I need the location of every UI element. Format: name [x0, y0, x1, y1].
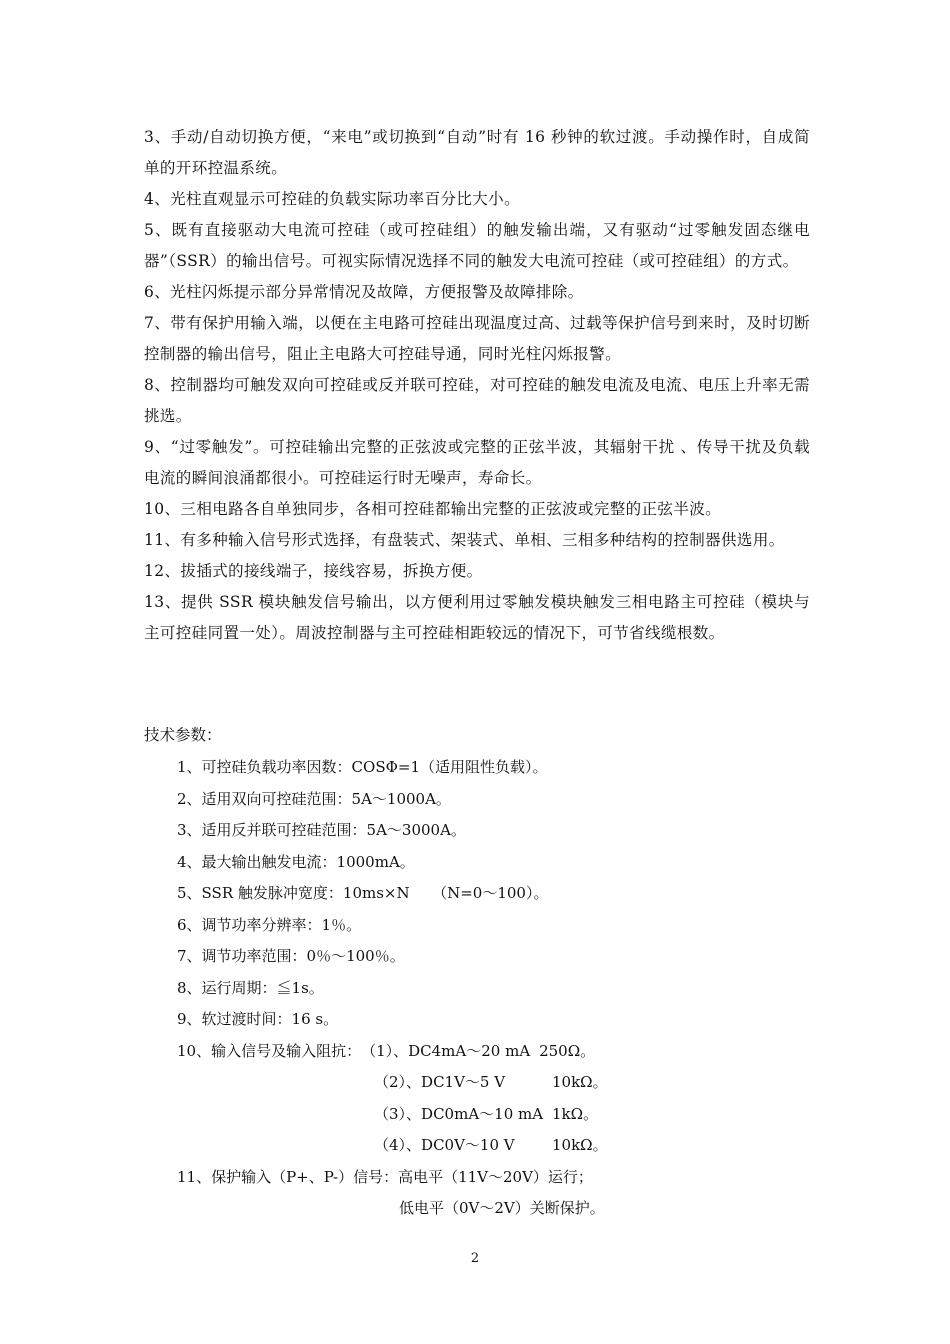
input-signal-row-3 [177, 1099, 817, 1131]
feature-item-11: 11、有多种输入信号形式选择，有盘装式、架装式、单相、三相多种结构的控制器供选用。 [144, 531, 785, 549]
param-power-factor: 1、可控硅负载功率因数：COSΦ=1（适用阻性负载）。 [177, 758, 548, 776]
param-ssr-pulse-width: 5、SSR 触发脉冲宽度：10ms×N （N=0～100）。 [177, 884, 549, 902]
feature-item-10: 10、三相电路各自单独同步，各相可控硅都输出完整的正弦波或完整的正弦半波。 [144, 500, 722, 518]
param-antiparallel-range: 3、适用反并联可控硅范围：5A～3000A。 [177, 821, 466, 839]
input-signal-3: （3）、DC0mA～10 mA [374, 1104, 544, 1123]
param-input-signal [177, 1036, 817, 1068]
param-max-trigger-current: 4、最大输出触发电流：1000mA。 [177, 852, 415, 871]
feature-item-5: 5、既有直接驱动大电流可控硅（或可控硅组）的触发输出端，又有驱动“过零触发固态继电器”（SSR）的输出信号。可视实际情况选择不同的触发大电流可控硅（或可控硅组）的方式。 [144, 221, 810, 270]
param-power-range: 7、调节功率范围：0％～100％。 [177, 947, 405, 965]
feature-item-3: 3、手动/自动切换方便，“来电”或切换到“自动”时有 16 秒钟的软过渡。手动操作时，自成简单的开环控温系统。 [144, 128, 810, 177]
param-run-period: 8、运行周期：≦1s。 [177, 978, 324, 997]
page-number: 2 [470, 1251, 480, 1266]
input-signal-row-2 [177, 1067, 817, 1099]
input-impedance-1: 250Ω。 [539, 1041, 596, 1060]
param-protection-input: 11、保护输入（P+、P-）信号：高电平（11V～20V）运行； [177, 1167, 593, 1186]
input-signal-4: （4）、DC0V～10 V [374, 1136, 515, 1154]
input-impedance-4: 10kΩ。 [552, 1136, 608, 1154]
param-soft-transition: 9、软过渡时间：16 s。 [177, 1010, 339, 1028]
param-power-resolution: 6、调节功率分辨率：1％。 [177, 915, 362, 934]
feature-item-9: 9、“过零触发”。可控硅输出完整的正弦波或完整的正弦半波，其辐射干扰 、传导干扰及负载电流的瞬间浪涌都很小。可控硅运行时无噪声，寿命长。 [144, 438, 810, 487]
input-signal-2: （2）、DC1V～5 V [374, 1073, 506, 1091]
feature-item-4: 4、光柱直观显示可控硅的负载实际功率百分比大小。 [144, 190, 520, 208]
param-protection-low: 低电平（0V～2V）关断保护。 [399, 1199, 605, 1217]
feature-item-8: 8、控制器均可触发双向可控硅或反并联可控硅，对可控硅的触发电流及电流、电压上升率无需挑选。 [144, 376, 810, 425]
input-impedance-2: 10kΩ。 [552, 1073, 608, 1091]
feature-item-6: 6、光柱闪烁提示部分异常情况及故障，方便报警及故障排除。 [144, 283, 584, 301]
feature-list [144, 122, 810, 649]
tech-params-list [177, 752, 817, 1225]
input-signal-1: （1）、DC4mA～20 mA [361, 1041, 531, 1060]
input-impedance-3: 1kΩ。 [552, 1104, 599, 1123]
input-signal-label: 10、输入信号及输入阻抗： [177, 1041, 362, 1060]
param-bidirectional-range: 2、适用双向可控硅范围：5A～1000A。 [177, 789, 451, 808]
feature-item-13: 13、提供 SSR 模块触发信号输出，以方便利用过零触发模块触发三相电路主可控硅（模块与主可控硅同置一处）。周波控制器与主可控硅相距较远的情况下，可节省线缆根数。 [144, 593, 810, 642]
tech-params-title: 技术参数： [144, 726, 222, 744]
feature-item-12: 12、拔插式的接线端子，接线容易，拆换方便。 [144, 562, 483, 580]
input-signal-row-4 [177, 1130, 817, 1162]
feature-item-7: 7、带有保护用输入端，以便在主电路可控硅出现温度过高、过载等保护信号到来时，及时切断控制器的输出信号，阻止主电路大可控硅导通，同时光柱闪烁报警。 [144, 314, 810, 363]
